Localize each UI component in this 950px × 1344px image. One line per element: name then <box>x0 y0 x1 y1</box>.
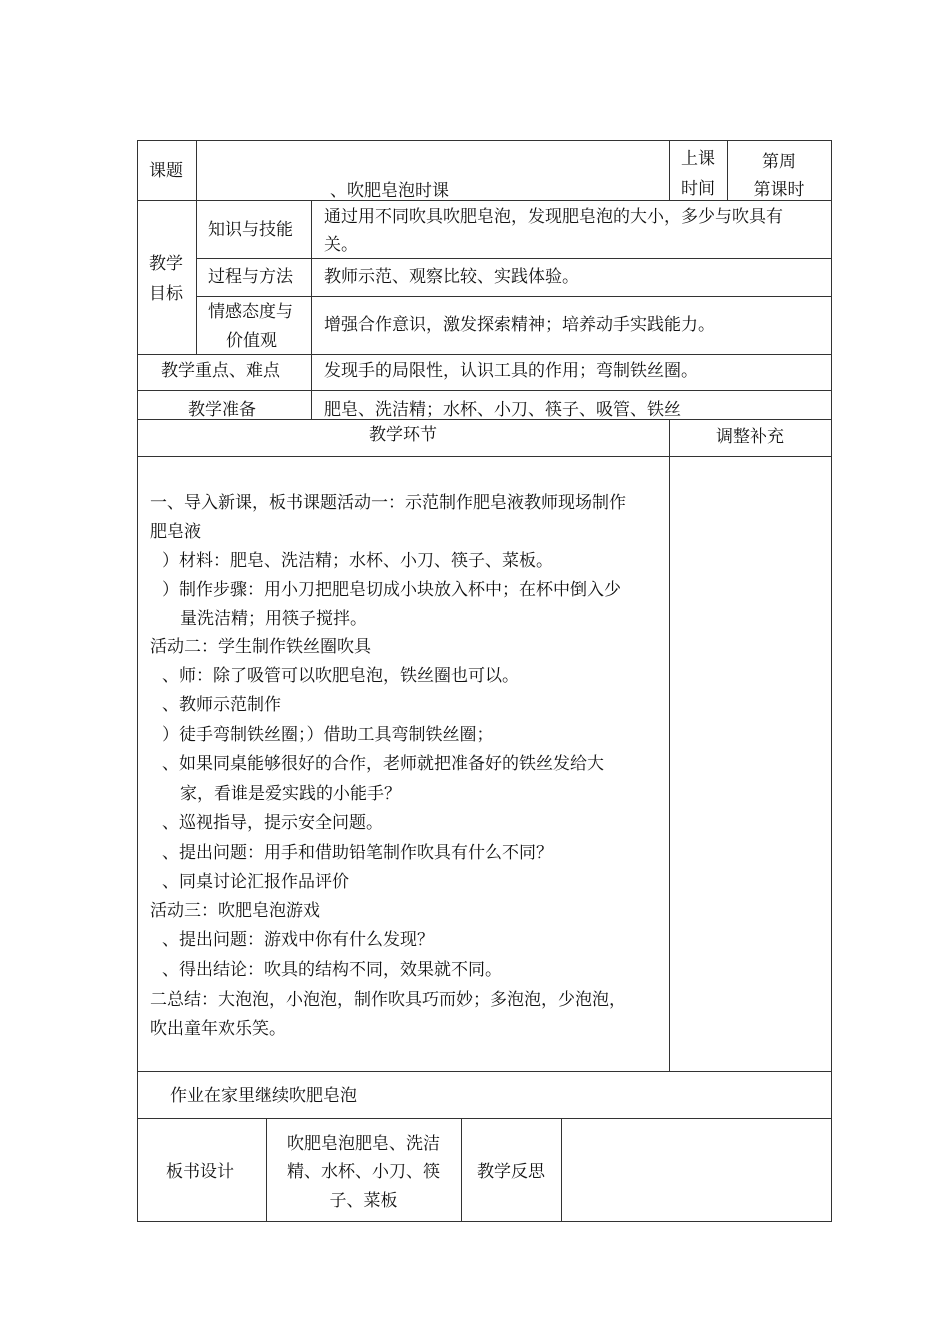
table-rule <box>196 140 197 355</box>
objective-value-process: 教师示范、观察比较、实践体验。 <box>324 267 579 287</box>
process-line: 、如果同桌能够很好的合作，老师就把准备好的铁丝发给大 <box>162 754 604 774</box>
process-line: 、同桌讨论汇报作品评价 <box>162 872 349 892</box>
table-rule <box>196 296 832 297</box>
process-line: 肥皂液 <box>150 522 201 542</box>
key-points-value: 发现手的局限性，认识工具的作用；弯制铁丝圈。 <box>324 361 698 381</box>
table-rule <box>137 1071 832 1072</box>
process-line: 、提出问题：游戏中你有什么发现？ <box>162 930 434 950</box>
homework-text: 作业在家里继续吹肥皂泡 <box>170 1086 357 1106</box>
class-time-label-1: 上课 <box>681 149 715 169</box>
objective-value-attitude: 增强合作意识，激发探索精神；培养动手实践能力。 <box>324 315 715 335</box>
objective-key-knowledge: 知识与技能 <box>208 220 293 240</box>
process-line: ）材料：肥皂、洗洁精；水杯、小刀、筷子、菜板。 <box>162 551 553 571</box>
process-line: 、师：除了吸管可以吹肥皂泡，铁丝圈也可以。 <box>162 666 519 686</box>
process-line: 、得出结论：吹具的结构不同，效果就不同。 <box>162 960 502 980</box>
process-line: 二总结：大泡泡，小泡泡，制作吹具巧而妙；多泡泡，少泡泡， <box>150 990 626 1010</box>
key-points-label: 教学重点、难点 <box>161 361 280 381</box>
objectives-label-1: 教学 <box>149 254 183 274</box>
preparation-label: 教学准备 <box>188 400 256 420</box>
table-border-right <box>831 140 832 1222</box>
week-field: 第周 <box>762 152 796 172</box>
objective-value-knowledge-cont: 关。 <box>324 235 358 255</box>
period-field: 第课时 <box>753 180 805 200</box>
board-content-2: 精、水杯、小刀、筷 <box>287 1162 440 1182</box>
process-line: 吹出童年欢乐笑。 <box>150 1019 286 1039</box>
process-line: ）徒手弯制铁丝圈；）借助工具弯制铁丝圈； <box>162 725 494 745</box>
table-rule <box>561 1118 562 1222</box>
table-rule <box>137 456 832 457</box>
process-line: 、巡视指导，提示安全问题。 <box>162 813 383 833</box>
process-line: 家，看谁是爱实践的小能手？ <box>180 784 401 804</box>
process-line: 活动三：吹肥皂泡游戏 <box>150 901 320 921</box>
objective-key-attitude-2: 价值观 <box>226 331 277 351</box>
table-border-left <box>137 140 138 1222</box>
table-rule <box>137 390 832 391</box>
process-line: 活动二：学生制作铁丝圈吹具 <box>150 637 371 657</box>
topic-value: 、吹肥皂泡时课 <box>330 181 449 201</box>
process-line: 量洗洁精；用筷子搅拌。 <box>180 609 367 629</box>
process-line: 一、导入新课，板书课题活动一：示范制作肥皂液教师现场制作 <box>150 493 626 513</box>
reflection-label: 教学反思 <box>477 1162 545 1182</box>
objective-key-attitude-1: 情感态度与 <box>208 302 293 322</box>
objectives-label-2: 目标 <box>149 284 183 304</box>
table-rule <box>137 1118 832 1119</box>
process-line: 、教师示范制作 <box>162 695 281 715</box>
process-line: 、提出问题：用手和借助铅笔制作吹具有什么不同？ <box>162 843 553 863</box>
class-time-label-2: 时间 <box>681 179 715 199</box>
topic-label: 课题 <box>149 161 183 181</box>
board-content-3: 子、菜板 <box>329 1191 398 1211</box>
table-border-bottom <box>137 1221 832 1222</box>
preparation-value: 肥皂、洗洁精；水杯、小刀、筷子、吸管、铁丝 <box>324 400 681 420</box>
table-rule <box>669 140 670 201</box>
process-line: ）制作步骤：用小刀把肥皂切成小块放入杯中；在杯中倒入少 <box>162 580 621 600</box>
objective-key-process: 过程与方法 <box>208 267 293 287</box>
adjust-header: 调整补充 <box>716 427 784 447</box>
board-content-1: 吹肥皂泡肥皂、洗洁 <box>287 1134 440 1154</box>
board-label: 板书设计 <box>166 1162 234 1182</box>
table-rule <box>669 419 670 1072</box>
process-header: 教学环节 <box>369 425 437 445</box>
table-rule <box>196 258 832 259</box>
objective-value-knowledge: 通过用不同吹具吹肥皂泡，发现肥皂泡的大小，多少与吹具有 <box>324 207 783 227</box>
table-rule <box>311 200 312 420</box>
